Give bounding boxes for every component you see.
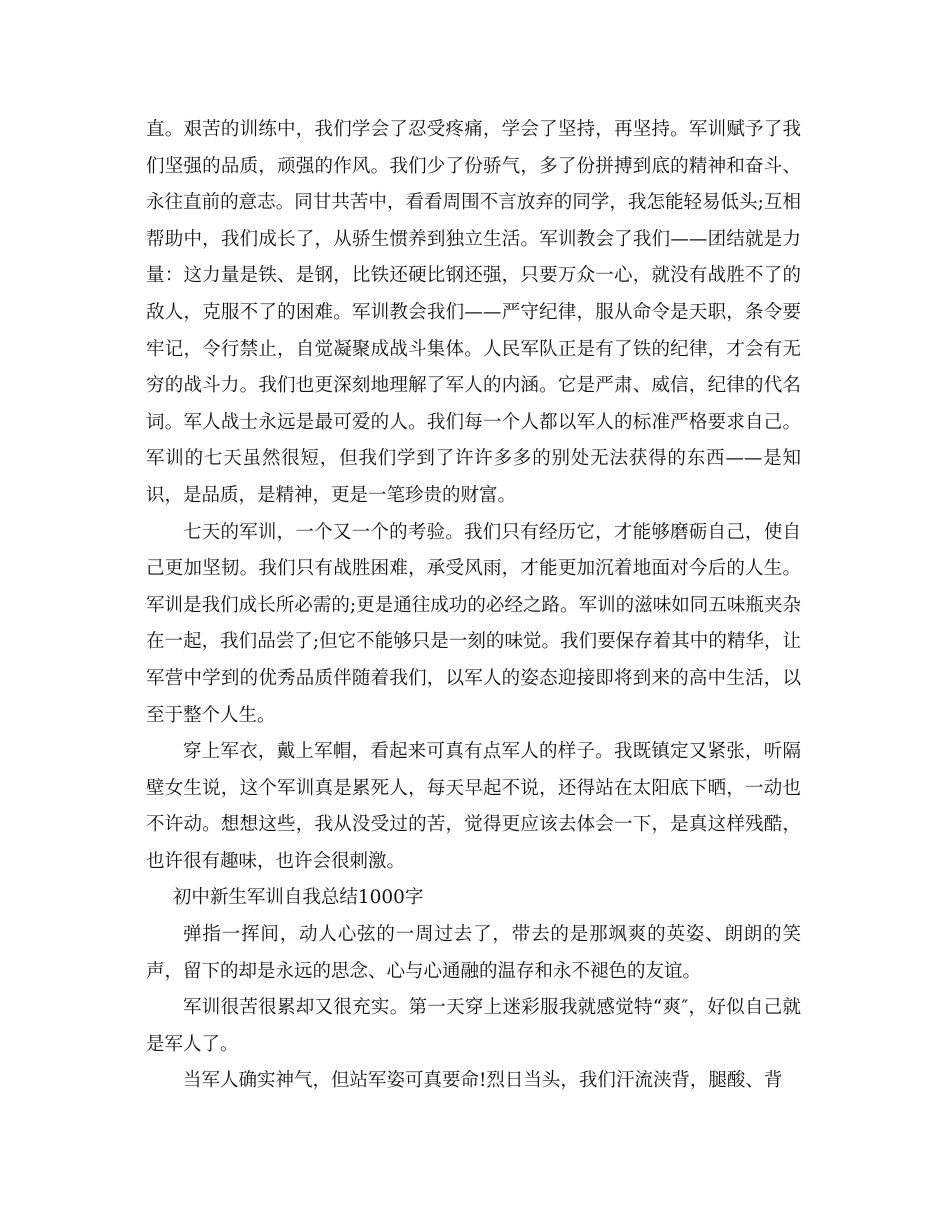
paragraph-1: 直。艰苦的训练中，我们学会了忍受疼痛，学会了坚持，再坚持。军训赋予了我们坚强的品质，顽强的作风。我们少了份骄气，多了份拼搏到底的精神和奋斗、永往直前的意志。同甘共苦中，看看周围不言放弃的同学，我怎能轻易低头;互相帮助中，我们成长了，从骄生惯养到独立生活。军训教会了我们——团结就是力量：这力量是铁、是钢，比铁还硬比钢还强，只要万众一心，就没有战胜不了的敌人，克服不了的困难。军训教会我们——严守纪律，服从命令是天职，条令要牢记，令行禁止，自觉凝聚成战斗集体。人民军队正是有了铁的纪律，才会有无穷的战斗力。我们也更深刻地理解了军人的内涵。它是严肃、威信，纪律的代名词。军人战士永远是最可爱的人。我们每一个人都以军人的标准严格要求自己。军训的七天虽然很短，但我们学到了许许多多的别处无法获得的东西——是知识，是品质，是精神，更是一笔珍贵的财富。 [146,119,801,506]
document-body [146,112,801,1100]
paragraph-7: 当军人确实神气，但站军姿可真要命!烈日当头，我们汗流浃背，腿酸、背 [183,1070,783,1092]
paragraph-3: 穿上军衣，戴上军帽，看起来可真有点军人的样子。我既镇定又紧张，听隔壁女生说，这个军训真是累死人，每天早起不说，还得站在太阳底下晒，一动也不许动。想想这些，我从没受过的苦，觉得更应该去体会一下，是真这样残酷，也许很有趣味，也许会很刺激。 [146,741,801,872]
paragraph-6: 军训很苦很累却又很充实。第一天穿上迷彩服我就感觉特“爽″，好似自己就是军人了。 [146,997,801,1055]
paragraph-2: 七天的军训，一个又一个的考验。我们只有经历它，才能够磨砺自己，使自己更加坚韧。我们只有战胜困难，承受风雨，才能更加沉着地面对今后的人生。军训是我们成长所必需的;更是通往成功的必经之路。军训的滋味如同五味瓶夹杂在一起，我们品尝了;但它不能够只是一刻的味觉。我们要保存着其中的精华，让军营中学到的优秀品质伴随着我们，以军人的姿态迎接即将到来的高中生活，以至于整个人生。 [146,521,801,726]
section-heading: 初中新生军训自我总结1000字 [172,887,424,909]
paragraph-5: 弹指一挥间，动人心弦的一周过去了，带去的是那飒爽的英姿、朗朗的笑声，留下的却是永远的思念、心与心通融的温存和永不褪色的友谊。 [146,924,801,982]
